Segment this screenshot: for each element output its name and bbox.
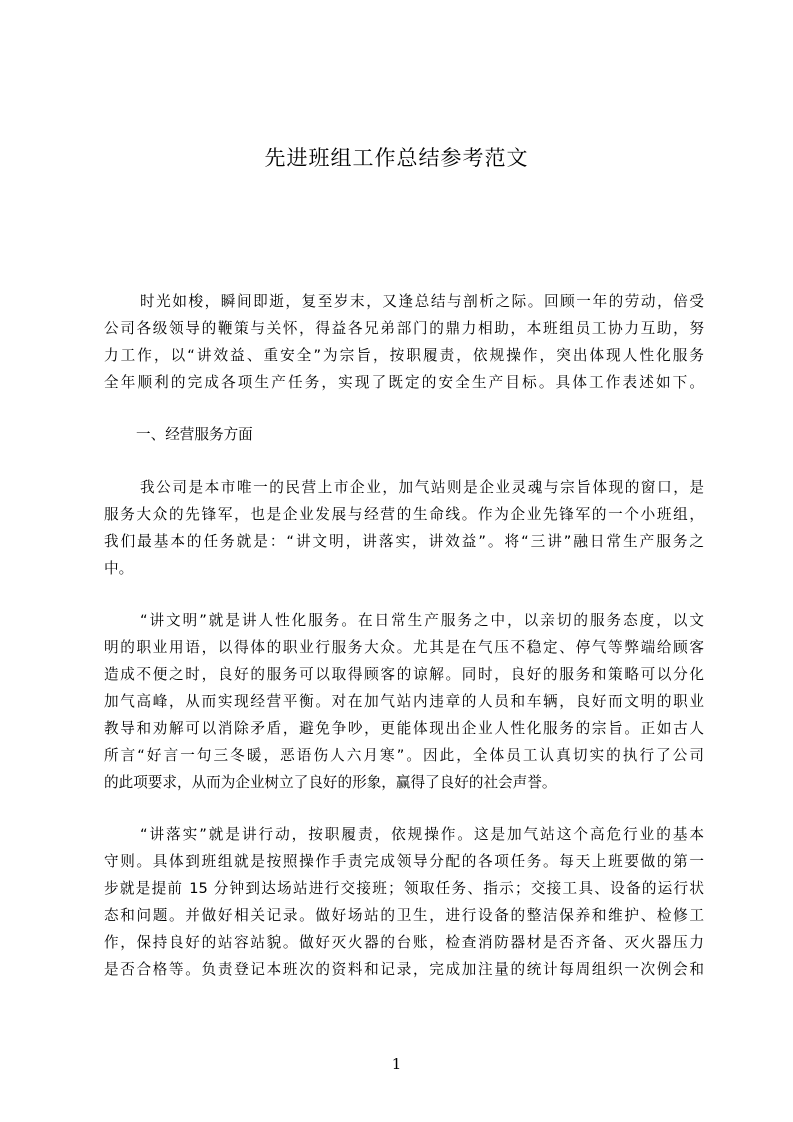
paragraph-line: 造成不便之时，良好的服务可以取得顾客的谅解。同时，良好的服务和策略可以分化 bbox=[104, 666, 704, 683]
paragraph-line: 服务大众的先锋军，也是企业发展与经营的生命线。作为企业先锋军的一个小班组， bbox=[104, 506, 704, 523]
paragraph-line: 步就是提前 15 分钟到达场站进行交接班；领取任务、指示；交接工具、设备的运行状 bbox=[104, 880, 704, 897]
page-number: 1 bbox=[391, 1055, 402, 1073]
paragraph-line: “讲文明”就是讲人性化服务。在日常生产服务之中，以亲切的服务态度，以文 bbox=[140, 612, 704, 629]
paragraph-line: 是否合格等。负责登记本班次的资料和记录，完成加注量的统计每周组织一次例会和 bbox=[104, 961, 704, 978]
paragraph-line: 的此项要求，从而为企业树立了良好的形象，赢得了良好的社会声誉。 bbox=[104, 774, 557, 791]
paragraph-line: 守则。具体到班组就是按照操作手责完成领导分配的各项任务。每天上班要做的第一 bbox=[104, 853, 704, 870]
paragraph-line: 我公司是本市唯一的民营上市企业，加气站则是企业灵魂与宗旨体现的窗口，是 bbox=[140, 479, 704, 496]
paragraph-line: “讲落实”就是讲行动，按职履责，依规操作。这是加气站这个高危行业的基本 bbox=[140, 826, 704, 843]
paragraph-line: 所言“好言一句三冬暖，恶语伤人六月寒”。因此，全体员工认真切实的执行了公司 bbox=[104, 747, 704, 764]
paragraph-line: 我们最基本的任务就是：“讲文明，讲落实，讲效益”。将“三讲”融日常生产服务之 bbox=[104, 533, 704, 550]
paragraph-line: 作，保持良好的站容站貌。做好灭火器的台账，检查消防器材是否齐备、灭火器压力 bbox=[104, 934, 704, 951]
intro-line: 力工作，以“讲效益、重安全”为宗旨，按职履责，依规操作，突出体现人性化服务 bbox=[104, 347, 704, 364]
paragraph-line: 教导和劝解可以消除矛盾，避免争吵，更能体现出企业人性化服务的宗旨。正如古人 bbox=[104, 720, 704, 737]
paragraph-line: 态和问题。并做好相关记录。做好场站的卫生，进行设备的整洁保养和维护、检修工 bbox=[104, 907, 704, 924]
paragraph-line: 中。 bbox=[104, 560, 134, 577]
intro-line: 全年顺利的完成各项生产任务，实现了既定的安全生产目标。具体工作表述如下。 bbox=[104, 374, 704, 391]
intro-line: 时光如梭，瞬间即逝，复至岁末，又逢总结与剖析之际。回顾一年的劳动，倍受 bbox=[140, 293, 704, 310]
paragraph-line: 明的职业用语，以得体的职业行服务大众。尤其是在气压不稳定、停气等弊端给顾客 bbox=[104, 639, 704, 656]
section-heading: 一、经营服务方面 bbox=[136, 426, 253, 443]
paragraph-line: 加气高峰，从而实现经营平衡。对在加气站内违章的人员和车辆，良好而文明的职业 bbox=[104, 693, 704, 710]
document-title: 先进班组工作总结参考范文 bbox=[264, 146, 529, 170]
intro-line: 公司各级领导的鞭策与关怀，得益各兄弟部门的鼎力相助，本班组员工协力互助，努 bbox=[104, 320, 704, 337]
